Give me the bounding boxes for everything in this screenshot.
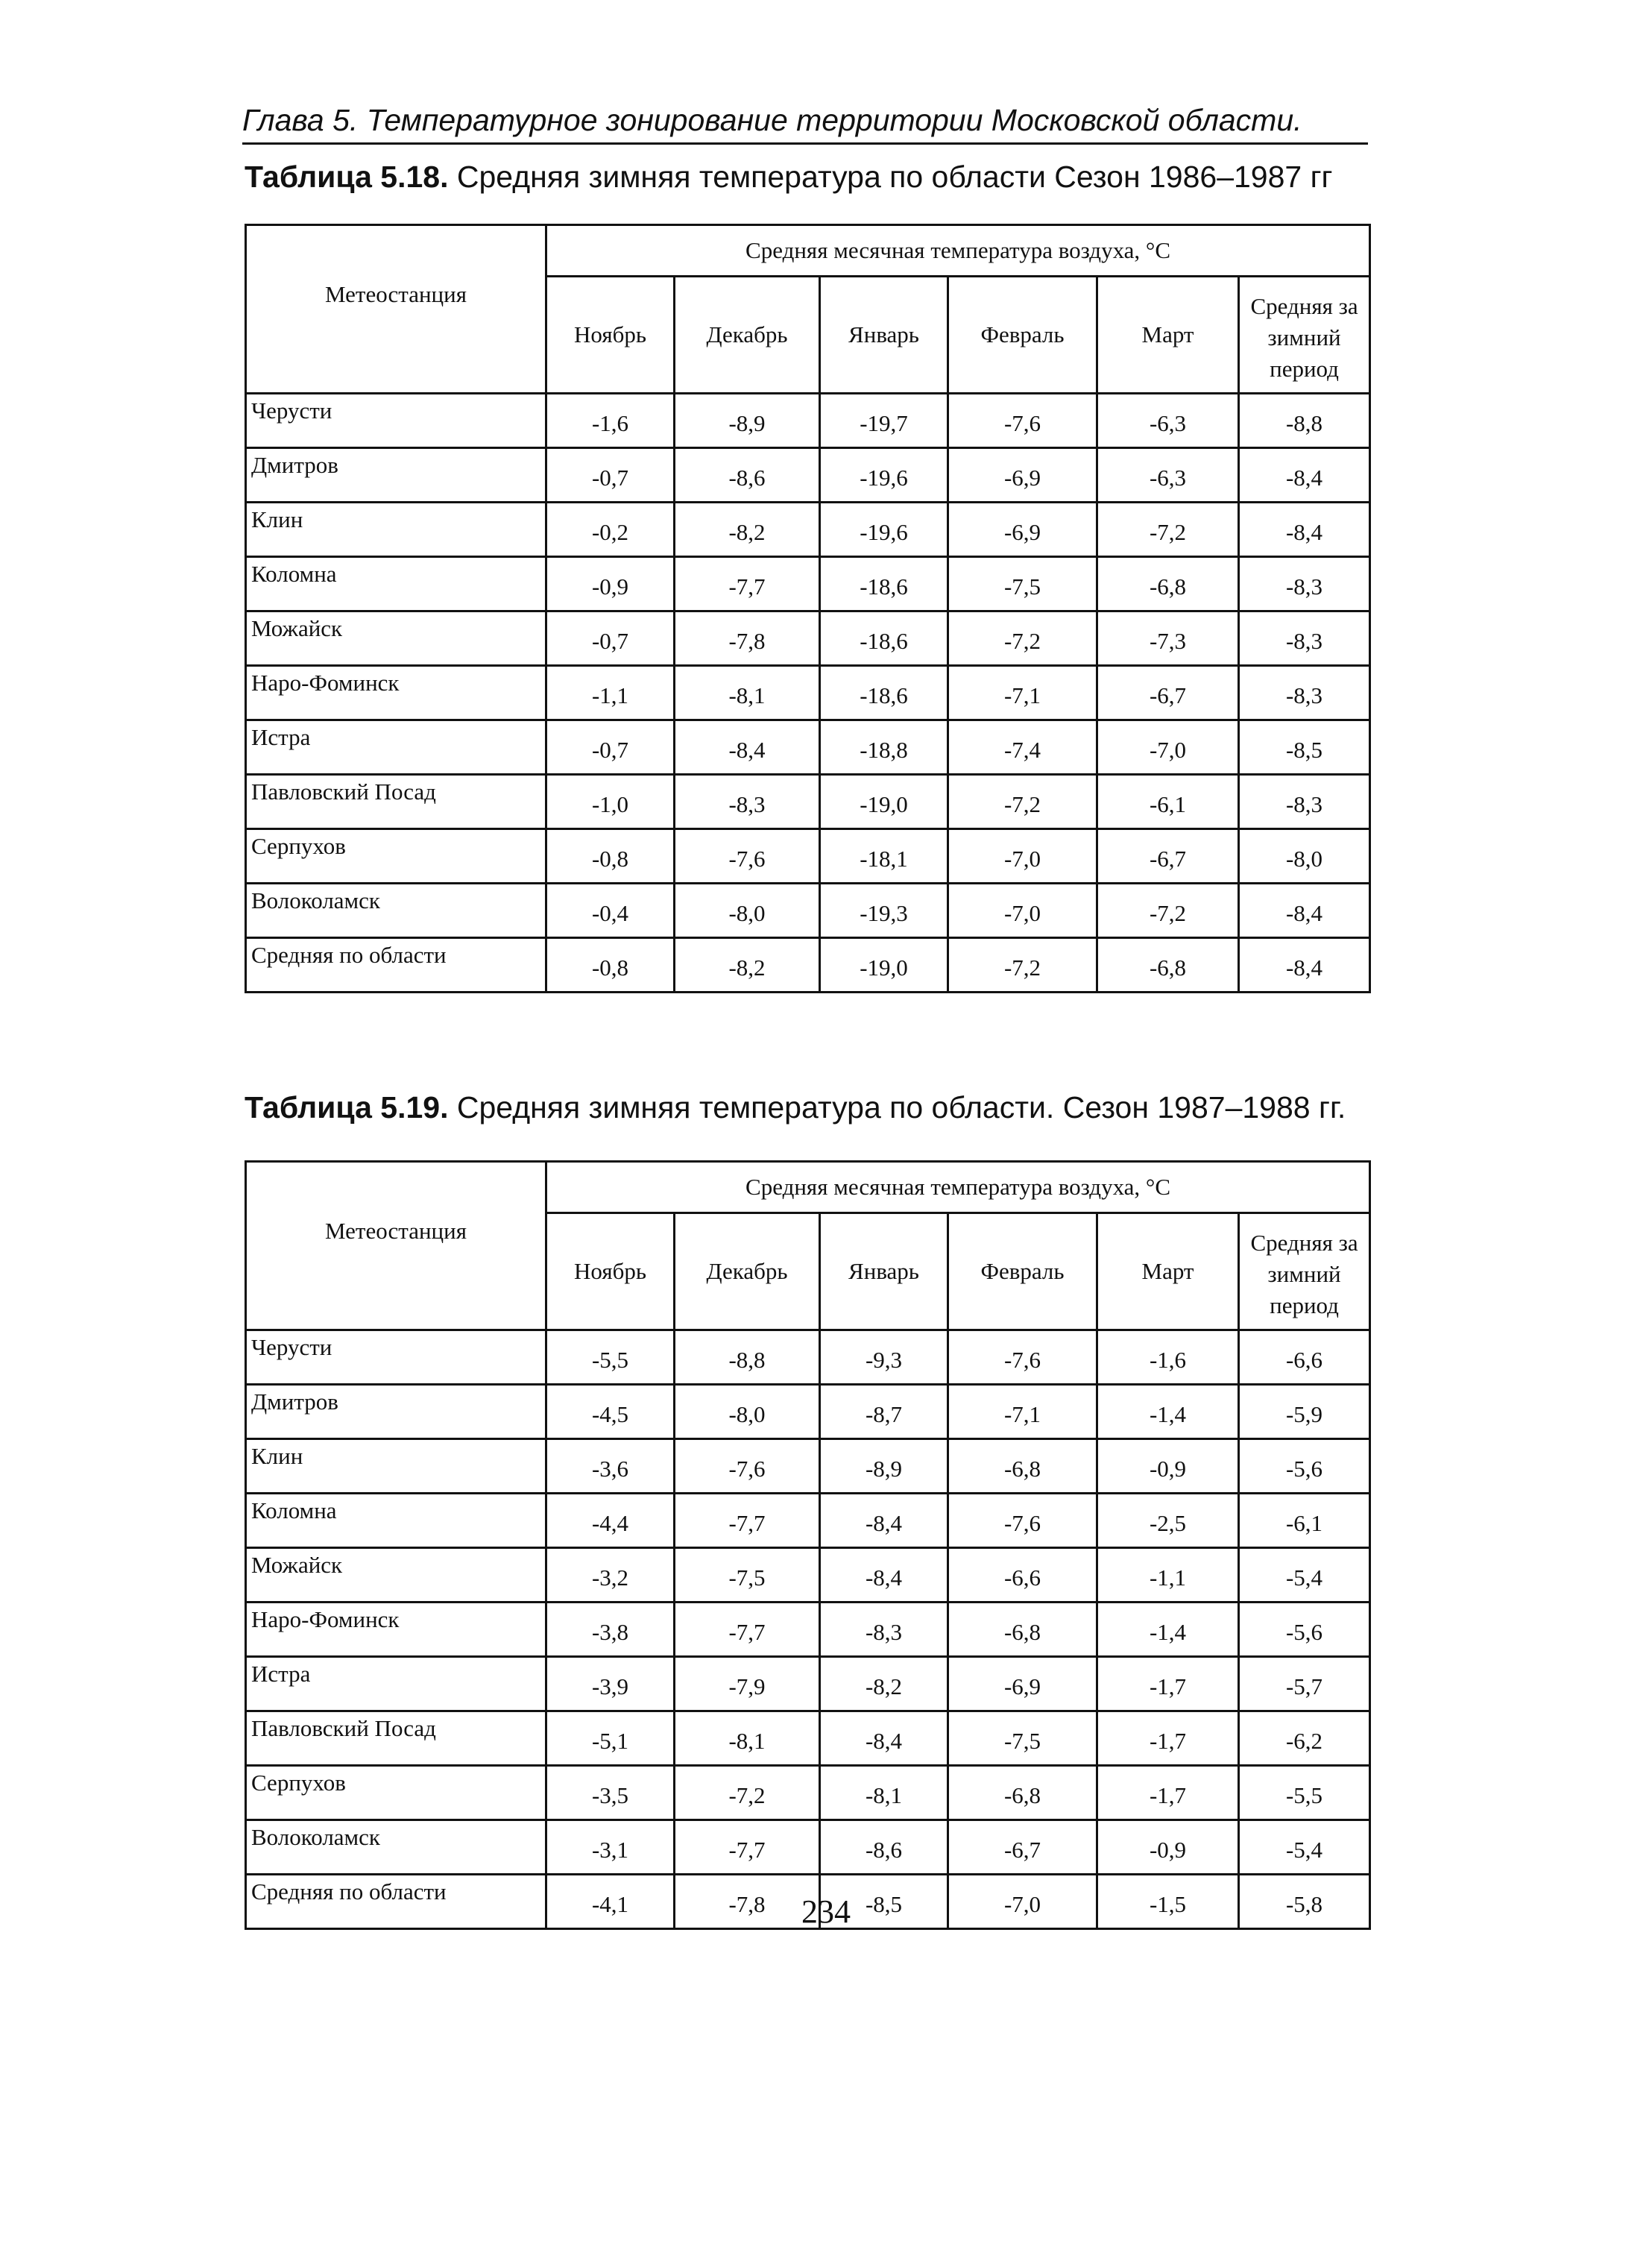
temperature-cell: -5,6: [1239, 1439, 1370, 1494]
temperature-cell: -18,8: [820, 720, 948, 775]
temperature-cell: -6,8: [948, 1439, 1097, 1494]
table-row: [246, 1494, 1370, 1548]
table-label: Таблица 5.19.: [245, 1090, 449, 1125]
temperature-cell: -0,2: [546, 503, 675, 557]
temperature-cell: -7,1: [948, 1385, 1097, 1439]
temperature-cell: -7,7: [675, 1820, 820, 1875]
header-december: Декабрь: [675, 277, 820, 394]
temperature-cell: -7,0: [948, 829, 1097, 884]
temperature-cell: -19,3: [820, 884, 948, 938]
temperature-cell: -0,8: [546, 829, 675, 884]
table-row: [246, 1766, 1370, 1820]
temperature-cell: -8,4: [820, 1548, 948, 1603]
temperature-cell: -7,0: [1097, 720, 1239, 775]
station-name: Коломна: [246, 1494, 546, 1548]
station-name: Серпухов: [246, 1766, 546, 1820]
temperature-cell: -19,6: [820, 503, 948, 557]
temperature-cell: -8,7: [820, 1385, 948, 1439]
temperature-cell: -6,9: [948, 503, 1097, 557]
temperature-cell: -6,7: [1097, 829, 1239, 884]
header-station: Метеостанция: [246, 1162, 546, 1330]
station-name: Павловский Посад: [246, 1711, 546, 1766]
temperature-cell: -7,2: [948, 938, 1097, 993]
temperature-cell: -5,4: [1239, 1548, 1370, 1603]
temperature-cell: -8,3: [820, 1603, 948, 1657]
table-row: [246, 1711, 1370, 1766]
station-name: Черусти: [246, 394, 546, 448]
temperature-cell: -8,4: [675, 720, 820, 775]
station-name: Дмитров: [246, 448, 546, 503]
temperature-cell: -1,4: [1097, 1603, 1239, 1657]
temperature-cell: -2,5: [1097, 1494, 1239, 1548]
station-name: Истра: [246, 1657, 546, 1711]
temperature-cell: -18,6: [820, 611, 948, 666]
station-name: Истра: [246, 720, 546, 775]
temperature-cell: -6,7: [1097, 666, 1239, 720]
table-row: [246, 829, 1370, 884]
header-january: Январь: [820, 1213, 948, 1330]
temperature-cell: -8,1: [820, 1766, 948, 1820]
header-station: Метеостанция: [246, 225, 546, 394]
temperature-cell: -1,1: [546, 666, 675, 720]
page-number: 234: [801, 1893, 851, 1930]
temperature-cell: -8,3: [1239, 775, 1370, 829]
temperature-cell: -5,7: [1239, 1657, 1370, 1711]
temperature-cell: -0,7: [546, 720, 675, 775]
header-march: Март: [1097, 277, 1239, 394]
table-label: Таблица 5.18.: [245, 160, 449, 194]
temperature-cell: -0,9: [1097, 1820, 1239, 1875]
temperature-cell: -8,5: [1239, 720, 1370, 775]
temperature-table-1986-1987: [245, 224, 1371, 993]
temperature-cell: -5,1: [546, 1711, 675, 1766]
temperature-cell: -3,8: [546, 1603, 675, 1657]
temperature-cell: -19,7: [820, 394, 948, 448]
temperature-cell: -8,4: [1239, 503, 1370, 557]
temperature-cell: -7,3: [1097, 611, 1239, 666]
table-row: [246, 557, 1370, 611]
station-name: Клин: [246, 503, 546, 557]
temperature-cell: -7,2: [1097, 503, 1239, 557]
temperature-cell: -4,5: [546, 1385, 675, 1439]
temperature-cell: -0,4: [546, 884, 675, 938]
temperature-cell: -8,0: [675, 884, 820, 938]
temperature-cell: -7,6: [675, 1439, 820, 1494]
temperature-cell: -6,7: [948, 1820, 1097, 1875]
temperature-cell: -6,6: [948, 1548, 1097, 1603]
temperature-cell: -8,4: [820, 1711, 948, 1766]
header-january: Январь: [820, 277, 948, 394]
temperature-cell: -6,3: [1097, 448, 1239, 503]
temperature-cell: -19,6: [820, 448, 948, 503]
temperature-cell: -1,7: [1097, 1766, 1239, 1820]
temperature-cell: -7,0: [948, 1875, 1097, 1929]
temperature-cell: -8,6: [820, 1820, 948, 1875]
station-name: Клин: [246, 1439, 546, 1494]
temperature-cell: -1,0: [546, 775, 675, 829]
table-row: [246, 884, 1370, 938]
temperature-cell: -7,2: [1097, 884, 1239, 938]
temperature-cell: -3,9: [546, 1657, 675, 1711]
temperature-cell: -1,7: [1097, 1711, 1239, 1766]
header-march: Март: [1097, 1213, 1239, 1330]
temperature-cell: -7,7: [675, 557, 820, 611]
temperature-cell: -0,7: [546, 448, 675, 503]
table-row: [246, 775, 1370, 829]
temperature-cell: -8,4: [1239, 938, 1370, 993]
table-row: [246, 666, 1370, 720]
temperature-cell: -6,9: [948, 448, 1097, 503]
table-row: [246, 1439, 1370, 1494]
header-november: Ноябрь: [546, 277, 675, 394]
station-name: Средняя по области: [246, 938, 546, 993]
temperature-cell: -1,5: [1097, 1875, 1239, 1929]
station-name: Серпухов: [246, 829, 546, 884]
temperature-table-1987-1988: [245, 1160, 1371, 1930]
temperature-cell: -6,9: [948, 1657, 1097, 1711]
temperature-cell: -7,6: [948, 1494, 1097, 1548]
station-name: Дмитров: [246, 1385, 546, 1439]
temperature-cell: -1,7: [1097, 1657, 1239, 1711]
table-row: [246, 611, 1370, 666]
temperature-cell: -18,6: [820, 666, 948, 720]
table-body: [246, 1330, 1370, 1929]
temperature-cell: -8,4: [1239, 448, 1370, 503]
temperature-cell: -6,8: [948, 1766, 1097, 1820]
table-row: [246, 938, 1370, 993]
header-group: Средняя месячная температура воздуха, °С: [546, 225, 1370, 277]
table-title: Средняя зимняя температура по области. Сезон 1987–1988 гг.: [456, 1090, 1346, 1125]
table-row: [246, 1385, 1370, 1439]
table-row: [246, 1548, 1370, 1603]
station-name: Волоколамск: [246, 884, 546, 938]
station-name: Средняя по области: [246, 1875, 546, 1929]
temperature-cell: -8,1: [675, 1711, 820, 1766]
temperature-cell: -4,1: [546, 1875, 675, 1929]
station-name: Наро-Фоминск: [246, 666, 546, 720]
temperature-cell: -5,5: [1239, 1766, 1370, 1820]
temperature-cell: -7,5: [948, 557, 1097, 611]
temperature-cell: -6,8: [1097, 557, 1239, 611]
temperature-cell: -1,1: [1097, 1548, 1239, 1603]
header-group: Средняя месячная температура воздуха, °С: [546, 1162, 1370, 1213]
temperature-cell: -5,6: [1239, 1603, 1370, 1657]
temperature-cell: -8,3: [675, 775, 820, 829]
table-title: Средняя зимняя температура по области Сезон 1986–1987 гг: [456, 160, 1333, 194]
temperature-cell: -19,0: [820, 775, 948, 829]
temperature-cell: -7,2: [948, 775, 1097, 829]
temperature-cell: -1,6: [546, 394, 675, 448]
temperature-cell: -6,3: [1097, 394, 1239, 448]
temperature-cell: -7,8: [675, 611, 820, 666]
temperature-cell: -8,9: [675, 394, 820, 448]
temperature-cell: -8,9: [820, 1439, 948, 1494]
temperature-cell: -0,7: [546, 611, 675, 666]
temperature-cell: -7,7: [675, 1603, 820, 1657]
temperature-cell: -18,6: [820, 557, 948, 611]
header-february: Февраль: [948, 1213, 1097, 1330]
table-row: [246, 394, 1370, 448]
temperature-cell: -7,5: [675, 1548, 820, 1603]
temperature-cell: -0,9: [546, 557, 675, 611]
header-december: Декабрь: [675, 1213, 820, 1330]
temperature-cell: -3,5: [546, 1766, 675, 1820]
temperature-cell: -6,2: [1239, 1711, 1370, 1766]
temperature-cell: -7,7: [675, 1494, 820, 1548]
station-name: Можайск: [246, 1548, 546, 1603]
temperature-cell: -8,2: [675, 503, 820, 557]
temperature-cell: -8,8: [1239, 394, 1370, 448]
temperature-cell: -3,1: [546, 1820, 675, 1875]
temperature-cell: -3,6: [546, 1439, 675, 1494]
temperature-cell: -0,9: [1097, 1439, 1239, 1494]
temperature-cell: -1,4: [1097, 1385, 1239, 1439]
temperature-cell: -7,0: [948, 884, 1097, 938]
temperature-cell: -8,0: [675, 1385, 820, 1439]
temperature-cell: -8,3: [1239, 611, 1370, 666]
header-winter-average: Средняя за зимний период: [1239, 1213, 1370, 1330]
temperature-cell: -6,8: [1097, 938, 1239, 993]
temperature-cell: -7,6: [675, 829, 820, 884]
station-name: Коломна: [246, 557, 546, 611]
temperature-cell: -18,1: [820, 829, 948, 884]
temperature-cell: -8,3: [1239, 557, 1370, 611]
temperature-cell: -7,9: [675, 1657, 820, 1711]
header-february: Февраль: [948, 277, 1097, 394]
temperature-cell: -6,8: [948, 1603, 1097, 1657]
temperature-cell: -8,8: [675, 1330, 820, 1385]
temperature-cell: -9,3: [820, 1330, 948, 1385]
temperature-cell: -5,8: [1239, 1875, 1370, 1929]
temperature-cell: -6,1: [1097, 775, 1239, 829]
table-row: [246, 1603, 1370, 1657]
temperature-cell: -5,5: [546, 1330, 675, 1385]
running-head: Глава 5. Температурное зонирование территории Московской области.: [242, 103, 1368, 145]
temperature-cell: -19,0: [820, 938, 948, 993]
station-name: Черусти: [246, 1330, 546, 1385]
station-name: Волоколамск: [246, 1820, 546, 1875]
header-winter-average: Средняя за зимний период: [1239, 277, 1370, 394]
temperature-cell: -8,0: [1239, 829, 1370, 884]
station-name: Наро-Фоминск: [246, 1603, 546, 1657]
temperature-cell: -5,4: [1239, 1820, 1370, 1875]
table-5-18-caption: [245, 160, 1333, 195]
temperature-cell: -7,1: [948, 666, 1097, 720]
temperature-cell: -1,6: [1097, 1330, 1239, 1385]
temperature-cell: -8,4: [1239, 884, 1370, 938]
temperature-cell: -8,5: [820, 1875, 948, 1929]
temperature-cell: -7,8: [675, 1875, 820, 1929]
table-row: [246, 1820, 1370, 1875]
temperature-cell: -6,1: [1239, 1494, 1370, 1548]
temperature-cell: -7,2: [948, 611, 1097, 666]
temperature-cell: -8,2: [675, 938, 820, 993]
table-5-19-caption: [245, 1090, 1346, 1125]
temperature-cell: -8,4: [820, 1494, 948, 1548]
table-row: [246, 1330, 1370, 1385]
station-name: Павловский Посад: [246, 775, 546, 829]
temperature-cell: -7,6: [948, 394, 1097, 448]
temperature-cell: -8,1: [675, 666, 820, 720]
table-row: [246, 503, 1370, 557]
temperature-cell: -0,8: [546, 938, 675, 993]
table-body: [246, 394, 1370, 993]
table-row: [246, 1657, 1370, 1711]
table-row: [246, 720, 1370, 775]
temperature-cell: -7,2: [675, 1766, 820, 1820]
temperature-cell: -7,4: [948, 720, 1097, 775]
temperature-cell: -4,4: [546, 1494, 675, 1548]
station-name: Можайск: [246, 611, 546, 666]
table-row: [246, 448, 1370, 503]
header-november: Ноябрь: [546, 1213, 675, 1330]
temperature-cell: -7,6: [948, 1330, 1097, 1385]
temperature-cell: -8,6: [675, 448, 820, 503]
temperature-cell: -8,3: [1239, 666, 1370, 720]
temperature-cell: -5,9: [1239, 1385, 1370, 1439]
temperature-cell: -8,2: [820, 1657, 948, 1711]
temperature-cell: -6,6: [1239, 1330, 1370, 1385]
temperature-cell: -3,2: [546, 1548, 675, 1603]
temperature-cell: -7,5: [948, 1711, 1097, 1766]
